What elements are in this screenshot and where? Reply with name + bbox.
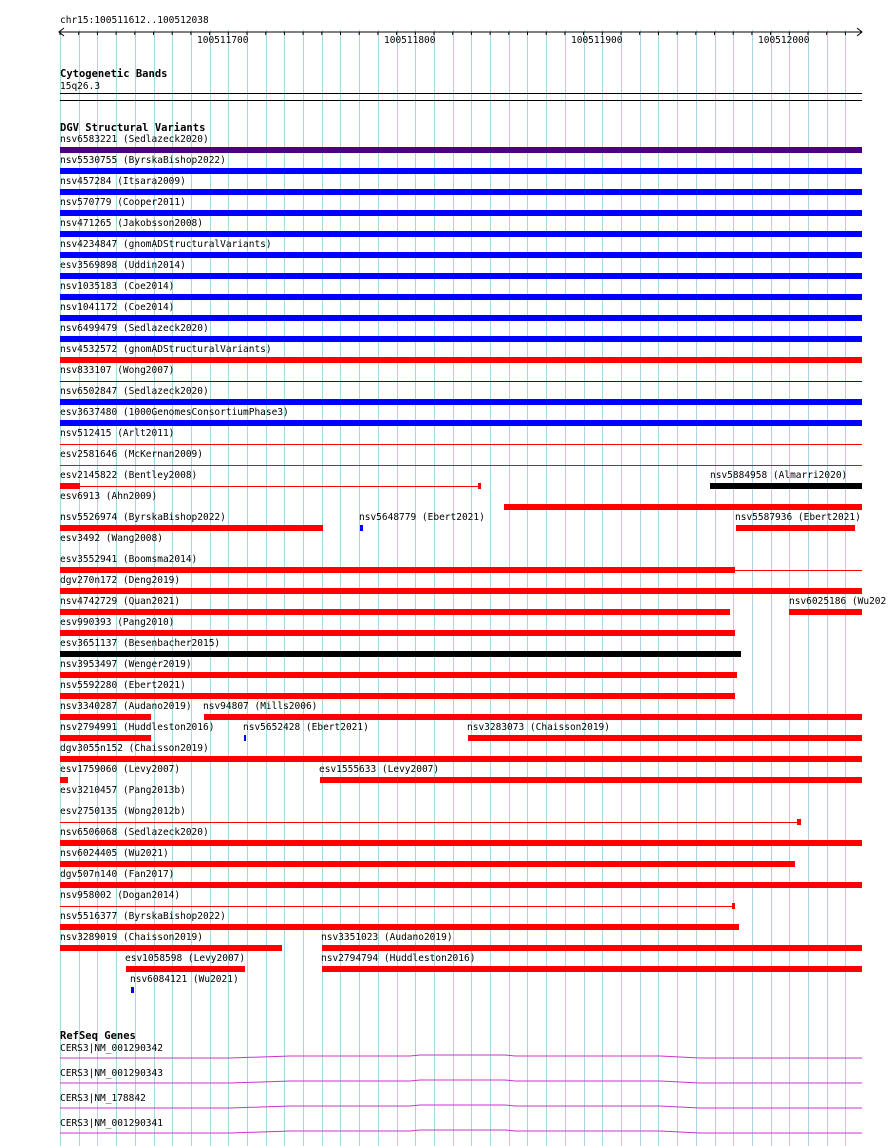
transcript-label[interactable]: CERS3|NM_001290341 (60, 1118, 163, 1129)
dgv-feature-line[interactable] (60, 906, 733, 907)
dgv-feature-bar[interactable] (60, 756, 862, 762)
dgv-feature-label[interactable]: nsv1035183 (Coe2014) (60, 281, 175, 292)
dgv-feature-bar[interactable] (60, 693, 735, 699)
dgv-feature-bar[interactable] (60, 189, 862, 195)
dgv-feature-line[interactable] (735, 570, 862, 571)
dgv-feature-label[interactable]: nsv3289019 (Chaisson2019) (60, 932, 203, 943)
dgv-feature-line[interactable] (60, 822, 798, 823)
dgv-feature-label[interactable]: nsv2794794 (Huddleston2016) (321, 953, 476, 964)
dgv-feature-label[interactable]: nsv6499479 (Sedlazeck2020) (60, 323, 209, 334)
dgv-feature-label[interactable]: nsv94807 (Mills2006) (203, 701, 318, 712)
cytoband-track-title[interactable]: Cytogenetic Bands (60, 68, 168, 80)
dgv-feature-label[interactable]: nsv5592280 (Ebert2021) (60, 680, 186, 691)
dgv-feature-label[interactable]: nsv5648779 (Ebert2021) (359, 512, 485, 523)
dgv-feature-label[interactable]: nsv1041172 (Coe2014) (60, 302, 175, 313)
dgv-feature-label[interactable]: nsv5587936 (Ebert2021) (735, 512, 861, 523)
dgv-feature-label[interactable]: nsv3351023 (Audano2019) (321, 932, 453, 943)
dgv-feature-line[interactable] (60, 444, 862, 445)
dgv-feature-bar[interactable] (60, 399, 862, 405)
dgv-feature-label[interactable]: nsv5526974 (ByrskaBishop2022) (60, 512, 226, 523)
dgv-feature-bar[interactable] (60, 735, 151, 741)
cytoband-label: 15q26.3 (60, 81, 101, 92)
dgv-feature-label[interactable]: esv6913 (Ahn2009) (60, 491, 158, 502)
dgv-feature-bar[interactable] (322, 945, 862, 951)
dgv-feature-bar[interactable] (60, 273, 862, 279)
cytoband-top-line (60, 93, 862, 94)
transcript-label[interactable]: CERS3|NM_001290342 (60, 1043, 163, 1054)
dgv-feature-line[interactable] (80, 486, 480, 487)
refseq-transcripts (0, 1040, 890, 1146)
transcript-label[interactable]: CERS3|NM_178842 (60, 1093, 146, 1104)
dgv-feature-bar[interactable] (126, 966, 245, 972)
dgv-feature-bar[interactable] (60, 882, 862, 888)
dgv-feature-bar[interactable] (60, 357, 862, 363)
dgv-feature-label[interactable]: esv3210457 (Pang2013b) (60, 785, 186, 796)
dgv-feature-label[interactable]: dgv3055n152 (Chaisson2019) (60, 743, 209, 754)
dgv-feature-label[interactable]: esv2750135 (Wong2012b) (60, 806, 186, 817)
dgv-feature-label[interactable]: nsv6025186 (Wu202 (789, 596, 887, 607)
dgv-feature-bar[interactable] (60, 336, 862, 342)
dgv-feature-label[interactable]: nsv4742729 (Quan2021) (60, 596, 181, 607)
dgv-feature-label[interactable]: nsv3340287 (Audano2019) (60, 701, 192, 712)
transcript-line[interactable] (60, 1080, 862, 1083)
dgv-feature-label[interactable]: nsv6024405 (Wu2021) (60, 848, 169, 859)
dgv-feature-label[interactable]: nsv833107 (Wong2007) (60, 365, 175, 376)
dgv-feature-bar[interactable] (360, 525, 363, 531)
dgv-feature-bar[interactable] (732, 903, 735, 909)
dgv-feature-line[interactable] (60, 465, 862, 466)
position-ruler (58, 24, 866, 44)
dgv-feature-bar[interactable] (60, 231, 862, 237)
dgv-feature-bar[interactable] (60, 924, 739, 930)
dgv-feature-bar[interactable] (60, 483, 80, 489)
dgv-feature-label[interactable]: nsv6583221 (Sedlazeck2020) (60, 134, 209, 145)
dgv-feature-line[interactable] (60, 381, 862, 382)
dgv-feature-bar[interactable] (60, 525, 323, 531)
dgv-feature-label[interactable]: esv2581646 (McKernan2009) (60, 449, 203, 460)
ruler-tick-label: 100511800 (384, 35, 436, 46)
dgv-feature-label[interactable]: dgv507n140 (Fan2017) (60, 869, 175, 880)
dgv-feature-bar[interactable] (478, 483, 481, 489)
dgv-feature-label[interactable]: nsv3283073 (Chaisson2019) (467, 722, 610, 733)
dgv-feature-bar[interactable] (320, 777, 862, 783)
dgv-feature-bar[interactable] (204, 714, 862, 720)
dgv-feature-label[interactable]: dgv270n172 (Deng2019) (60, 575, 181, 586)
ruler-tick-label: 100512000 (758, 35, 810, 46)
dgv-feature-bar[interactable] (60, 672, 737, 678)
dgv-feature-label[interactable]: esv3569898 (Uddin2014) (60, 260, 186, 271)
dgv-feature-label[interactable]: nsv5516377 (ByrskaBishop2022) (60, 911, 226, 922)
dgv-feature-bar[interactable] (468, 735, 862, 741)
dgv-feature-bar[interactable] (131, 987, 134, 993)
dgv-feature-bar[interactable] (797, 819, 801, 825)
dgv-feature-bar[interactable] (60, 777, 68, 783)
dgv-feature-label[interactable]: nsv5884958 (Almarri2020) (710, 470, 848, 481)
dgv-feature-bar[interactable] (60, 714, 151, 720)
transcript-label[interactable]: CERS3|NM_001290343 (60, 1068, 163, 1079)
dgv-feature-label[interactable]: nsv2794991 (Huddleston2016) (60, 722, 215, 733)
dgv-feature-bar[interactable] (789, 609, 862, 615)
dgv-feature-label[interactable]: esv1759060 (Levy2007) (60, 764, 181, 775)
dgv-feature-label[interactable]: esv3552941 (Boomsma2014) (60, 554, 198, 565)
dgv-feature-bar[interactable] (60, 609, 730, 615)
dgv-feature-bar[interactable] (60, 147, 862, 153)
dgv-feature-bar[interactable] (60, 420, 862, 426)
dgv-feature-label[interactable]: esv3651137 (Besenbacher2015) (60, 638, 221, 649)
dgv-feature-bar[interactable] (60, 840, 862, 846)
dgv-feature-bar[interactable] (60, 588, 862, 594)
dgv-feature-bar[interactable] (60, 945, 282, 951)
dgv-feature-label[interactable]: nsv4532572 (gnomADStructuralVariants) (60, 344, 272, 355)
dgv-feature-label[interactable]: nsv6084121 (Wu2021) (130, 974, 239, 985)
dgv-feature-bar[interactable] (710, 483, 862, 489)
transcript-line[interactable] (60, 1105, 862, 1108)
dgv-feature-label[interactable]: nsv5530755 (ByrskaBishop2022) (60, 155, 226, 166)
dgv-feature-label[interactable]: nsv6502847 (Sedlazeck2020) (60, 386, 209, 397)
dgv-feature-bar[interactable] (244, 735, 246, 741)
cytoband-bottom-line (60, 100, 862, 101)
dgv-feature-label[interactable]: nsv5652428 (Ebert2021) (243, 722, 369, 733)
dgv-feature-label[interactable]: nsv6506068 (Sedlazeck2020) (60, 827, 209, 838)
dgv-feature-bar[interactable] (736, 525, 855, 531)
dgv-feature-bar[interactable] (60, 210, 862, 216)
dgv-feature-bar[interactable] (60, 315, 862, 321)
dgv-feature-label[interactable]: nsv457284 (Itsara2009) (60, 176, 186, 187)
dgv-feature-bar[interactable] (60, 567, 735, 573)
dgv-feature-label[interactable]: nsv471265 (Jakobsson2008) (60, 218, 203, 229)
dgv-feature-label[interactable]: nsv4234847 (gnomADStructuralVariants) (60, 239, 272, 250)
dgv-track-title[interactable]: DGV Structural Variants (60, 122, 206, 134)
dgv-feature-label[interactable]: esv990393 (Pang2010) (60, 617, 175, 628)
dgv-feature-label[interactable]: esv1058598 (Levy2007) (125, 953, 246, 964)
dgv-feature-bar[interactable] (60, 252, 862, 258)
ruler-tick-label: 100511900 (571, 35, 623, 46)
dgv-feature-label[interactable]: esv2145822 (Bentley2008) (60, 470, 198, 481)
dgv-feature-label[interactable]: nsv570779 (Cooper2011) (60, 197, 186, 208)
dgv-feature-bar[interactable] (322, 966, 862, 972)
position-label: chr15:100511612..100512038 (60, 15, 209, 26)
dgv-feature-bar[interactable] (60, 861, 795, 867)
refseq-track-title[interactable]: RefSeq Genes (60, 1030, 136, 1042)
dgv-feature-bar[interactable] (504, 504, 862, 510)
transcript-line[interactable] (60, 1130, 862, 1133)
dgv-feature-bar[interactable] (60, 294, 862, 300)
ruler-tick-label: 100511700 (197, 35, 249, 46)
dgv-feature-label[interactable]: nsv512415 (Arlt2011) (60, 428, 175, 439)
dgv-feature-bar[interactable] (60, 168, 862, 174)
dgv-feature-label[interactable]: nsv3953497 (Wenger2019) (60, 659, 192, 670)
dgv-feature-label[interactable]: esv3492 (Wang2008) (60, 533, 163, 544)
dgv-feature-label[interactable]: esv1555633 (Levy2007) (319, 764, 440, 775)
dgv-feature-label[interactable]: nsv958002 (Dogan2014) (60, 890, 181, 901)
dgv-feature-label[interactable]: esv3637480 (1000GenomesConsortiumPhase3) (60, 407, 289, 418)
dgv-feature-bar[interactable] (60, 651, 741, 657)
dgv-feature-bar[interactable] (60, 630, 735, 636)
transcript-line[interactable] (60, 1055, 862, 1058)
